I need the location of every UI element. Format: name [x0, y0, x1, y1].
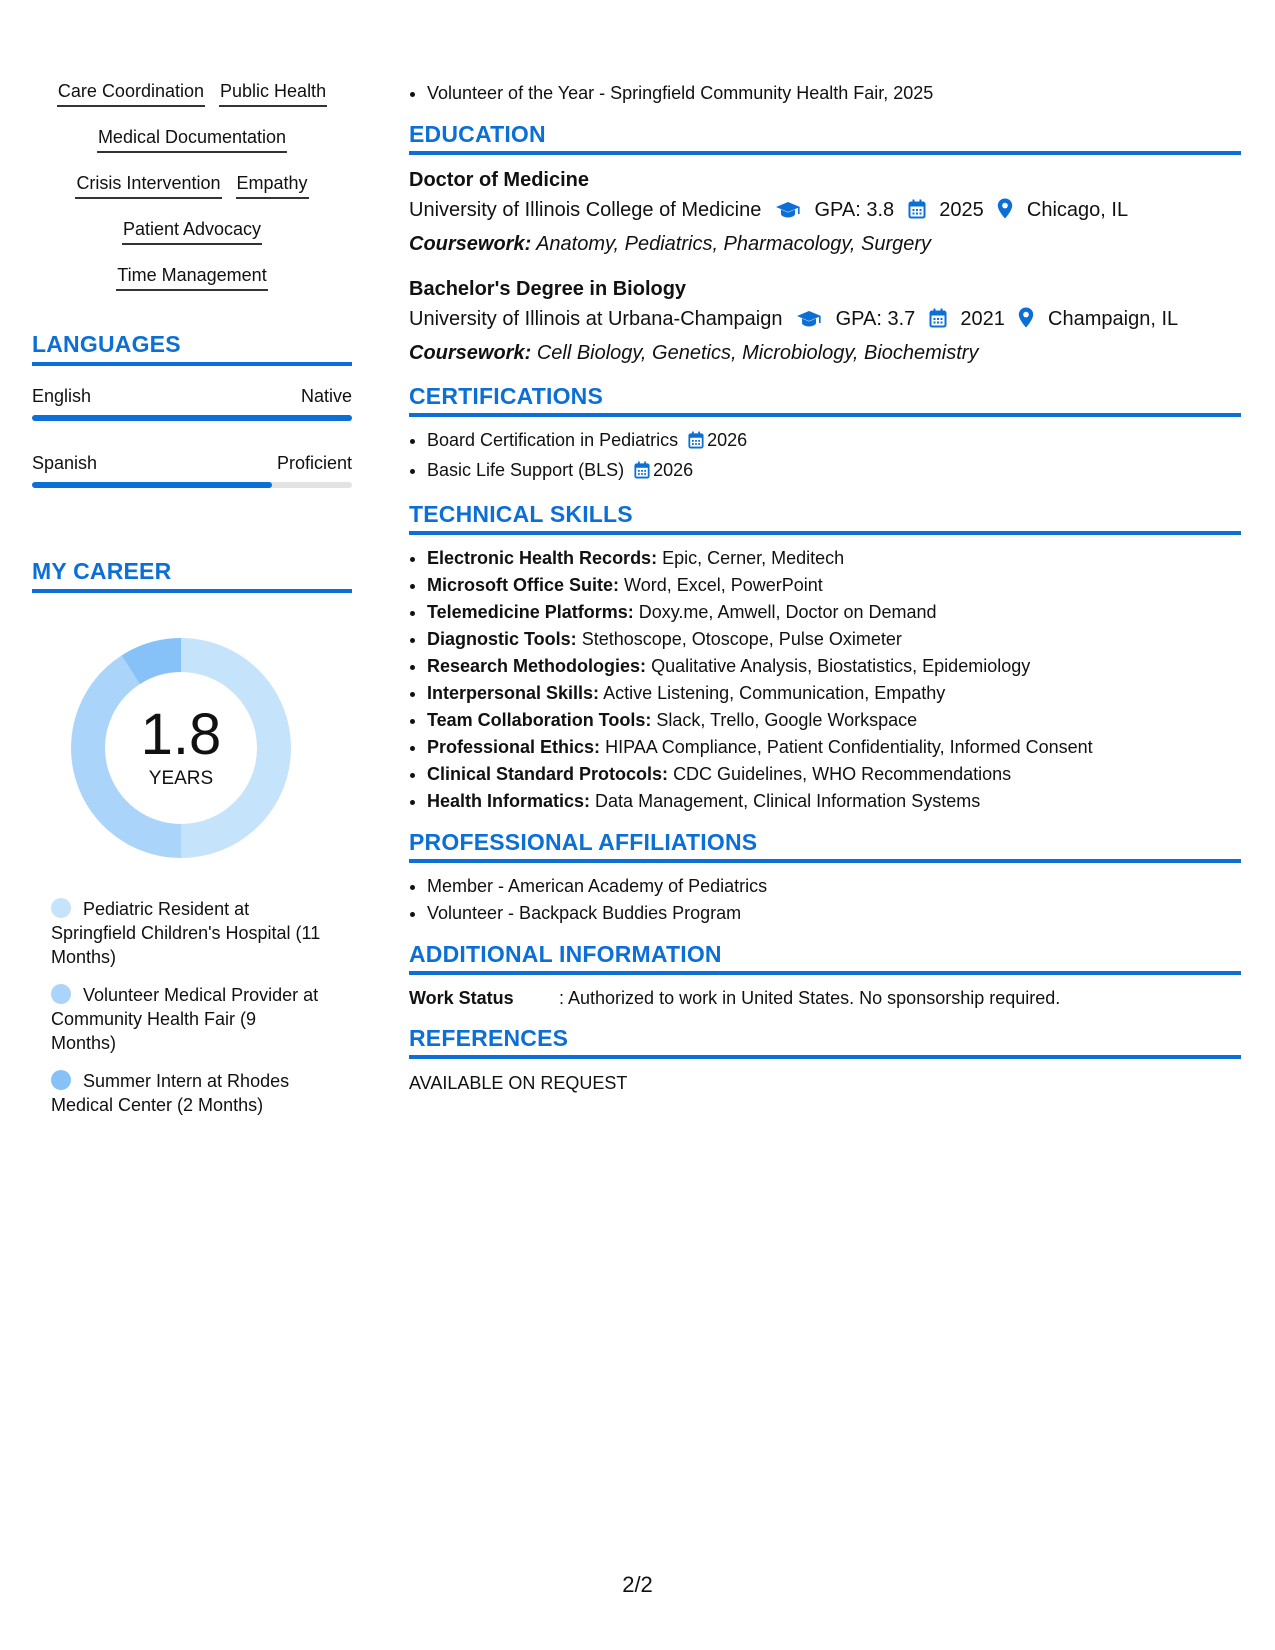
school-location: Champaign, IL: [1048, 308, 1179, 330]
certification-item: [427, 427, 1241, 457]
certification-year: 2026: [707, 430, 748, 450]
career-legend-item: [51, 983, 321, 1055]
affiliations-list: [409, 873, 1241, 927]
affiliation-item: • Member - American Academy of Pediatrics: [427, 873, 1241, 900]
certification-name: Basic Life Support (BLS): [427, 460, 625, 480]
skill-row: [32, 78, 352, 107]
education-item: [409, 274, 1241, 369]
coursework: [409, 229, 1241, 260]
technical-skill-label: Health Informatics:: [427, 791, 591, 811]
language-level: Proficient: [276, 453, 352, 473]
career-legend-label: Pediatric Resident at Springfield Children's Hospital (11 Months): [51, 899, 321, 967]
technical-skill-label: Research Methodologies:: [427, 656, 647, 676]
technical-skill-item: [427, 653, 1241, 680]
graduation-cap-icon: [775, 198, 801, 229]
technical-skill-item: [427, 572, 1241, 599]
career-donut-chart: [66, 633, 296, 863]
skill-tag: Patient Advocacy: [122, 216, 262, 245]
graduation-year: 2021: [960, 308, 1005, 330]
certification-name: Board Certification in Pediatrics: [427, 430, 679, 450]
gpa: GPA: 3.8: [814, 199, 895, 221]
work-status-row: [409, 985, 1241, 1011]
technical-skill-value: Data Management, Clinical Information Systems: [595, 791, 981, 811]
languages-heading: LANGUAGES: [32, 331, 352, 366]
career-legend-item: [51, 1069, 321, 1117]
graduation-cap-icon: [796, 307, 822, 338]
technical-skill-value: Doxy.me, Amwell, Doctor on Demand: [638, 602, 937, 622]
education-details: [409, 304, 1241, 338]
calendar-icon: [634, 460, 650, 487]
school-location: Chicago, IL: [1026, 199, 1129, 221]
career-heading: MY CAREER: [32, 558, 352, 593]
left-column: [32, 78, 352, 1131]
certifications-list: [409, 427, 1241, 487]
skill-row: [32, 124, 352, 153]
technical-skill-item: [427, 545, 1241, 572]
technical-skill-item: [427, 788, 1241, 815]
skill-tag: Public Health: [219, 78, 327, 107]
legend-dot: [51, 898, 71, 918]
school-name: University of Illinois at Urbana-Champaign: [409, 308, 783, 330]
career-legend-label: Volunteer Medical Provider at Community Health Fair (9 Months): [51, 985, 319, 1053]
page-number: 2/2: [622, 1572, 653, 1597]
language-name: English: [32, 386, 92, 406]
language-bar-fill: [32, 415, 352, 421]
technical-skill-value: Stethoscope, Otoscope, Pulse Oximeter: [581, 629, 902, 649]
coursework-value: Anatomy, Pediatrics, Pharmacology, Surgery: [536, 233, 932, 255]
career-legend-label: Summer Intern at Rhodes Medical Center (2 Months): [51, 1071, 290, 1115]
technical-skill-value: CDC Guidelines, WHO Recommendations: [673, 764, 1012, 784]
technical-skill-item: [427, 599, 1241, 626]
degree-title: Doctor of Medicine: [409, 169, 590, 191]
technical-skill-label: Interpersonal Skills:: [427, 683, 600, 703]
technical-skill-label: Team Collaboration Tools:: [427, 710, 652, 730]
certification-year: 2026: [653, 460, 694, 480]
skill-tag: Care Coordination: [57, 78, 205, 107]
technical-skill-value: Slack, Trello, Google Workspace: [656, 710, 918, 730]
right-column: [409, 80, 1241, 1097]
career-total-years: 1.8: [140, 702, 222, 767]
coursework-label: Coursework:: [409, 342, 532, 364]
technical-skill-item: [427, 734, 1241, 761]
technical-skill-value: Qualitative Analysis, Biostatistics, Epidemiology: [651, 656, 1031, 676]
education-heading: EDUCATION: [409, 121, 1241, 155]
additional-info-heading: ADDITIONAL INFORMATION: [409, 941, 1241, 975]
calendar-icon: [908, 198, 926, 229]
legend-dot: [51, 1070, 71, 1090]
skill-row: [32, 262, 352, 291]
certification-item: [427, 457, 1241, 487]
affiliations-heading: PROFESSIONAL AFFILIATIONS: [409, 829, 1241, 863]
work-status-value: : Authorized to work in United States. No sponsorship required.: [559, 988, 1061, 1008]
technical-skill-item: [427, 626, 1241, 653]
gpa: GPA: 3.7: [835, 308, 916, 330]
skill-tag: Medical Documentation: [97, 124, 287, 153]
skill-row: [32, 170, 352, 199]
technical-skill-value: Word, Excel, PowerPoint: [624, 575, 823, 595]
education-details: [409, 195, 1241, 229]
language-bar: [32, 482, 352, 488]
calendar-icon: [688, 430, 704, 457]
coursework-label: Coursework:: [409, 233, 532, 255]
affiliation-item: • Volunteer - Backpack Buddies Program: [427, 900, 1241, 927]
legend-dot: [51, 984, 71, 1004]
school-name: University of Illinois College of Medicine: [409, 199, 762, 221]
references-heading: REFERENCES: [409, 1025, 1241, 1059]
technical-skill-item: [427, 707, 1241, 734]
awards-list: [409, 80, 1241, 107]
references-text: AVAILABLE ON REQUEST: [409, 1073, 628, 1093]
coursework-value: Cell Biology, Genetics, Microbiology, Biochemistry: [536, 342, 979, 364]
work-status-label: Work Status: [409, 988, 514, 1008]
language-name: Spanish: [32, 453, 98, 473]
skill-row: [32, 216, 352, 245]
technical-skill-label: Electronic Health Records:: [427, 548, 658, 568]
skill-tag: Empathy: [236, 170, 309, 199]
technical-skill-value: Epic, Cerner, Meditech: [662, 548, 845, 568]
skills-list: [32, 78, 352, 291]
career-total-unit: YEARS: [148, 768, 214, 789]
technical-skill-label: Diagnostic Tools:: [427, 629, 577, 649]
language-bar: [32, 415, 352, 421]
language-level: Native: [300, 386, 352, 406]
map-pin-icon: [997, 198, 1013, 229]
calendar-icon: [929, 307, 947, 338]
graduation-year: 2025: [939, 199, 984, 221]
award-item: • Volunteer of the Year - Springfield Community Health Fair, 2025: [427, 80, 1241, 107]
career-legend: [51, 897, 321, 1117]
technical-skill-label: Telemedicine Platforms:: [427, 602, 634, 622]
certifications-heading: CERTIFICATIONS: [409, 383, 1241, 417]
technical-skill-label: Clinical Standard Protocols:: [427, 764, 669, 784]
coursework: [409, 338, 1241, 369]
technical-skills-list: [409, 545, 1241, 815]
map-pin-icon: [1018, 307, 1034, 338]
career-donut-center: [66, 633, 296, 863]
skill-tag: Crisis Intervention: [75, 170, 221, 199]
education-item: [409, 165, 1241, 260]
technical-skill-value: HIPAA Compliance, Patient Confidentiality, Informed Consent: [605, 737, 1093, 757]
language-bar-fill: [32, 482, 272, 488]
technical-skills-heading: TECHNICAL SKILLS: [409, 501, 1241, 535]
degree-title: Bachelor's Degree in Biology: [409, 278, 687, 300]
technical-skill-item: [427, 680, 1241, 707]
technical-skill-item: [427, 761, 1241, 788]
skill-tag: Time Management: [116, 262, 267, 291]
career-legend-item: [51, 897, 321, 969]
technical-skill-label: Microsoft Office Suite:: [427, 575, 620, 595]
language-item: [32, 453, 352, 488]
technical-skill-value: Active Listening, Communication, Empathy: [603, 683, 946, 703]
language-item: [32, 386, 352, 421]
technical-skill-label: Professional Ethics:: [427, 737, 601, 757]
